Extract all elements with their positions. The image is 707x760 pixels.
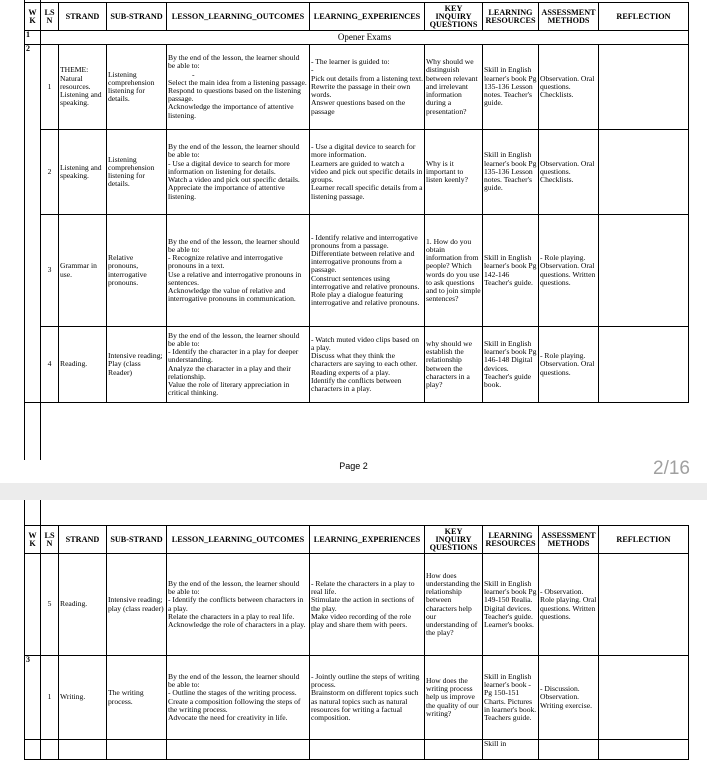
experiences-cell: - The learner is guided to: - Pick out details from a listening text. Rewrite the passage in their own words. Answer questions based on the passage bbox=[310, 45, 425, 130]
opener-row bbox=[25, 31, 689, 45]
scheme-of-work-table bbox=[24, 525, 689, 760]
table-row bbox=[25, 327, 689, 403]
header-sub-strand: SUB-STRAND bbox=[107, 3, 167, 31]
strand-cell: Grammar in use. bbox=[59, 215, 107, 327]
header-assessment: ASSESSMENT METHODS bbox=[539, 3, 599, 31]
header-resources: LEARNING RESOURCES bbox=[483, 3, 539, 31]
assessment-cell: - Role playing. Observation. Oral questions. Written questions. bbox=[539, 215, 599, 327]
table-header-row bbox=[25, 3, 689, 31]
page-separator bbox=[0, 483, 707, 500]
table-row bbox=[25, 554, 689, 656]
experiences-cell: - Relate the characters in a play to real life. Stimulate the action in sections of the play. Make video recording of the role play and share them with peers. bbox=[310, 554, 425, 656]
resources-cell: Skill in English learner's book Pg 149-150 Realia. Digital devices. Teacher's guide. Learner's books. bbox=[483, 554, 539, 656]
resources-cell: Skill in English learner's book Pg 135-136 Lesson notes. Teacher's guide. bbox=[483, 45, 539, 130]
sub-strand-cell: Intensive reading; Play (class Reader) bbox=[107, 327, 167, 403]
resources-cell: Skill in English learner's book - Pg 150-151 Charts. Pictures in learner's book. Teachers guide. bbox=[483, 656, 539, 740]
header-inquiry: KEY INQUIRY QUESTIONS bbox=[425, 526, 483, 554]
reflection-cell bbox=[599, 554, 689, 656]
header-reflection: REFLECTION bbox=[599, 526, 689, 554]
assessment-cell: Observation. Oral questions. Checklists. bbox=[539, 130, 599, 215]
inquiry-cell: How does the writing process help us improve the quality of our writing? bbox=[425, 656, 483, 740]
header-strand: STRAND bbox=[59, 3, 107, 31]
header-lsn: LSN bbox=[41, 526, 59, 554]
header-experiences: LEARNING_EXPERIENCES bbox=[310, 526, 425, 554]
table-row bbox=[25, 45, 689, 130]
scheme-of-work-table bbox=[24, 2, 689, 403]
outcomes-cell: By the end of the lesson, the learner should be able to: - Outline the stages of the writing process. Create a composition following the steps of the writing process. Advocate the need for creativity in life. bbox=[167, 656, 310, 740]
inquiry-cell: 1. How do you obtain information from people? Which words do you use to ask questions and to join simple sentences? bbox=[425, 215, 483, 327]
week-number: 1 bbox=[25, 31, 41, 45]
inquiry-cell: Why should we distinguish between relevant and irrelevant information during a presentation? bbox=[425, 45, 483, 130]
lsn-cell: 2 bbox=[41, 130, 59, 215]
strand-cell: Reading. bbox=[59, 554, 107, 656]
inquiry-cell: Why is it important to listen keenly? bbox=[425, 130, 483, 215]
week-number: 2 bbox=[25, 45, 41, 403]
sub-strand-cell: The writing process. bbox=[107, 656, 167, 740]
outcomes-cell: By the end of the lesson, the learner should be able to: - Identify the conflicts between characters in a play. Relate the characters in a play to real life. Acknowledge the role of characters in a play. bbox=[167, 554, 310, 656]
reflection-cell bbox=[599, 656, 689, 740]
assessment-cell: - Role playing. Observation. Oral questions. bbox=[539, 327, 599, 403]
reflection-cell bbox=[599, 45, 689, 130]
assessment-cell: - Observation. Role playing. Oral questions. Written questions. bbox=[539, 554, 599, 656]
lsn-cell: 3 bbox=[41, 215, 59, 327]
strand-cell: THEME: Natural resources. Listening and speaking. bbox=[59, 45, 107, 130]
lsn-cell: 5 bbox=[41, 554, 59, 656]
page-sheet-2 bbox=[0, 500, 707, 752]
strand-cell: Writing. bbox=[59, 656, 107, 740]
experiences-cell: - Watch muted video clips based on a play. Discuss what they think the characters are saying to each other. Reading experts of a play. Identify the conflicts between characters in a play. bbox=[310, 327, 425, 403]
header-assessment: ASSESSMENT METHODS bbox=[539, 526, 599, 554]
resources-cell: Skill in English learner's book Pg 135-136 Lesson notes. Teacher's guide. bbox=[483, 130, 539, 215]
assessment-cell: - Discussion. Observation. Writing exercise. bbox=[539, 656, 599, 740]
header-reflection: REFLECTION bbox=[599, 3, 689, 31]
experiences-cell: - Jointly outline the steps of writing process. Brainstorm on different topics such as natural topics such as natural resources for writing a factual composition. bbox=[310, 656, 425, 740]
header-resources: LEARNING RESOURCES bbox=[483, 526, 539, 554]
header-strand: STRAND bbox=[59, 526, 107, 554]
assessment-cell: Observation. Oral questions. Checklists. bbox=[539, 45, 599, 130]
reflection-cell bbox=[599, 215, 689, 327]
inquiry-cell: How does understanding the relationship between characters help our understanding of the play? bbox=[425, 554, 483, 656]
resources-cell: Skill in English learner's book Pg 142-146 Teacher's guide. bbox=[483, 215, 539, 327]
lsn-cell: 1 bbox=[41, 656, 59, 740]
experiences-cell: - Identify relative and interrogative pronouns from a passage. Differentiate between relative and interrogative pronouns from a passage. Construct sentences using interrogative and relative pronouns. Role play a dialogue featuring interrogative and relative pronouns. bbox=[310, 215, 425, 327]
sub-strand-cell: Listening comprehension listening for details. bbox=[107, 45, 167, 130]
table-row bbox=[25, 740, 689, 760]
header-inquiry: KEY INQUIRY QUESTIONS bbox=[425, 3, 483, 31]
sub-strand-cell: Relative pronouns, interrogative pronouns. bbox=[107, 215, 167, 327]
page-label: Page 2 bbox=[339, 461, 368, 471]
header-sub-strand: SUB-STRAND bbox=[107, 526, 167, 554]
lsn-cell: 1 bbox=[41, 45, 59, 130]
outcomes-cell: By the end of the lesson, the learner should be able to: - Select the main idea from a listening passage. Respond to questions based on the listening passage. Acknowledge the importance of attentive listening. bbox=[167, 45, 310, 130]
table-row bbox=[25, 215, 689, 327]
page-count: 2/16 bbox=[653, 458, 690, 479]
table-row bbox=[25, 130, 689, 215]
sub-strand-cell: Intensive reading; play (class reader) bbox=[107, 554, 167, 656]
reflection-cell bbox=[599, 327, 689, 403]
header-experiences: LEARNING_EXPERIENCES bbox=[310, 3, 425, 31]
header-wk: WK bbox=[25, 3, 41, 31]
lsn-cell: 4 bbox=[41, 327, 59, 403]
header-wk: WK bbox=[25, 526, 41, 554]
week-number: 3 bbox=[25, 656, 41, 740]
strand-cell: Reading. bbox=[59, 327, 107, 403]
outcomes-cell: By the end of the lesson, the learner should be able to: - Identify the character in a play for deeper understanding. Analyze the character in a play and their relationship. Value the role of literary appreciation in critical thinking. bbox=[167, 327, 310, 403]
header-outcomes: LESSON_LEARNING_OUTCOMES bbox=[167, 3, 310, 31]
strand-cell: Listening and speaking. bbox=[59, 130, 107, 215]
sub-strand-cell: Listening comprehension listening for details. bbox=[107, 130, 167, 215]
header-lsn: LSN bbox=[41, 3, 59, 31]
inquiry-cell: why should we establish the relationship between the characters in a play? bbox=[425, 327, 483, 403]
outcomes-cell: By the end of the lesson, the learner should be able to: - Use a digital device to search for more information on listening for details. Watch a video and pick out specific details. Appreciate the importance of attentive listening. bbox=[167, 130, 310, 215]
experiences-cell: - Use a digital device to search for more information. Learners are guided to watch a video and pick out specific details in groups. Learner recall specific details from a listening passage. bbox=[310, 130, 425, 215]
resources-cell: Skill in bbox=[483, 740, 539, 760]
reflection-cell bbox=[599, 130, 689, 215]
opener-exams: Opener Exams bbox=[41, 31, 689, 45]
resources-cell: Skill in English learner's book Pg 146-148 Digital devices. Teacher's guide book. bbox=[483, 327, 539, 403]
header-outcomes: LESSON_LEARNING_OUTCOMES bbox=[167, 526, 310, 554]
outcomes-cell: By the end of the lesson, the learner should be able to: - Recognize relative and interrogative pronouns in a text. Use a relative and interrogative pronouns in sentences. Acknowledge the value of relative and interrogative pronouns in communication. bbox=[167, 215, 310, 327]
table-row bbox=[25, 656, 689, 740]
table-header-row bbox=[25, 526, 689, 554]
